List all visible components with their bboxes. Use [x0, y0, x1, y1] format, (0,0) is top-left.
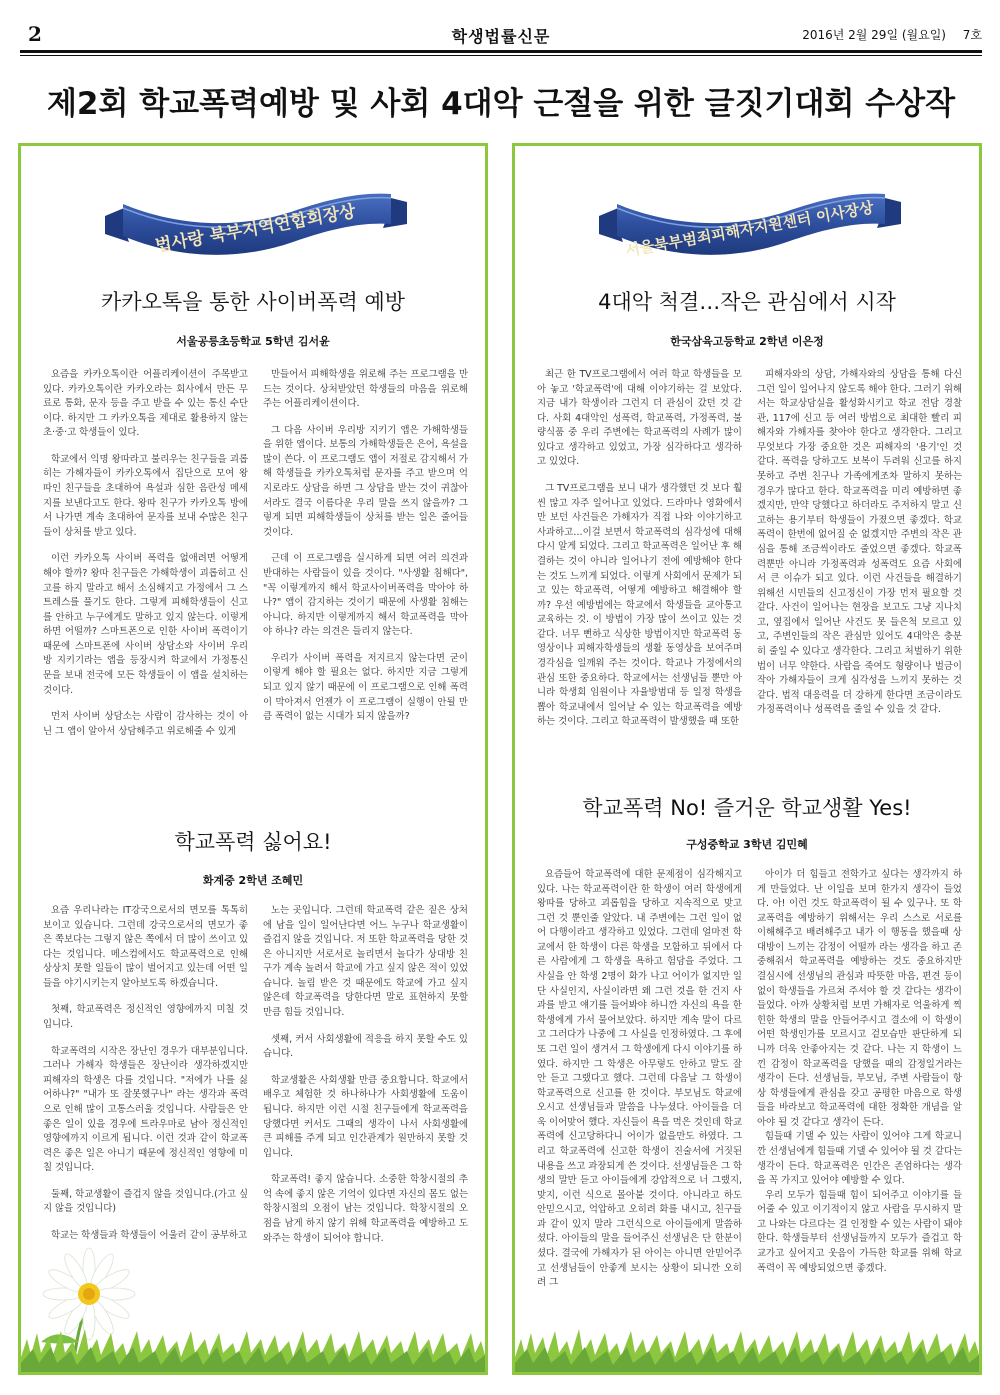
paragraph: 근데 이 프로그램을 실시하게 되면 여러 의견과 반대하는 사람들이 있을 것이다. "사생활 침해다", "꼭 이렇게까지 해서 학교사이버폭력을 막아야 하나?" 앱이 감지하는 것이기 때문에 사생활 침해는 아니다. 하지만 이렇게까지 해서 학교폭력을 막아야 하나? 라는 의견은 들리지 않는다. — [263, 553, 468, 638]
paragraph: 학교생활은 사회생활 만큼 중요합니다. 학교에서 배우고 체험한 것 하나하나가 사회생활에 도움이 됩니다. 하지만 이런 시절 친구들에게 학교폭력을 당했다면 커서도 그때의 생각이 나서 사회생활에 큰 피해를 주게 되고 인간관계가 원만하지 못할 것입니다. — [263, 1074, 468, 1159]
essay-byline: 서울공릉초등학교 5학년 김서윤 — [176, 335, 330, 348]
paragraph: 최근 한 TV프로그램에서 여러 학교 학생들을 모아 놓고 '학교폭력'에 대해 이야기하는 걸 보았다. 지금 내가 학생이라 그런지 더 관심이 갔던 것 같다. 사회 4대악인 성폭력, 학교폭력, 가정폭력, 불량식품 중 우리 주변에는 학교폭력의 사례가 많이 있다고 생각하고 있었고, 가장 심각하다고 생각하고 있었다. — [537, 369, 742, 468]
masthead — [20, 20, 982, 50]
paragraph: 요즘 우리나라는 IT강국으로서의 면모를 톡톡히 보이고 있습니다. 그런데 강국으로서의 면모가 좋은 쪽보다는 그렇지 않은 쪽에서 더 많이 쓰이고 있다는 것입니다. 메스컴에서도 학교폭력으로 인해 상상치 못할 일들이 많이 벌어지고 있는데 어떤 일들을 야기시키는지 알아보도록 하겠습니다. — [43, 905, 248, 989]
paragraph: 힘들때 기댈 수 있는 사람이 있어야 그게 학교니깐 선생님에게 힘들때 기댈 수 있어야 될 것 같다는 생각이 든다. 학교폭력은 인간은 존엄하다는 생각을 꼭 가지고 있어야 예방할 수 있다. — [757, 1131, 962, 1187]
essay-column — [43, 368, 248, 739]
paper-name: 학생법률신문 — [451, 27, 551, 46]
masthead-rule — [20, 50, 982, 53]
paragraph: 첫째, 학교폭력은 정신적인 영향에까지 미칠 것입니다. — [43, 1004, 248, 1031]
ribbon-text: 서울북부범죄피해자지원센터 이사장상 — [624, 198, 875, 260]
page-number: 2 — [28, 22, 42, 46]
essay-column — [537, 868, 742, 1291]
grass-decoration — [515, 1317, 979, 1372]
paragraph: 요즘들어 학교폭력에 대한 문제점이 심각해지고 있다. 나는 학교폭력이란 한 학생이 여러 학생에게 왕따를 당하고 괴롭힘을 당하고 지속적으로 맞고 그런 것 뿐인줄 알았다. 내 주변에는 그런 일이 없어 다행이라고 생각하고 있었다. 그런데 얼마전 학교에서 한 학생이 다른 학생을 모함하고 뒤에서 다른 사람에게 그 학생을 욕하고 험담을 주었다. 그 사실을 안 학생 2명이 화가 나고 어이가 없지만 일단 사실인지, 사실이라면 왜 그런 것을 한 건지 사과를 받고 얘기를 들어봐야 하니깐 자신의 욕을 한 학생에게 가서 물어보았다. 하지만 계속 말이 다르고 그러다가 나중에 그 사실을 인정하였다. 그 후에 또 그런 일이 생겨서 그 학생에게 다시 이야기를 하였다. 하지만 그 학생은 아무렇도 안하고 말도 잘 안 듣고 그랬다고 했다. 그런데 다음날 그 학생이 학교폭력으로 신고를 한 것이다. 부모님도 학교에 오시고 선생님들과 말씀을 나누셨다. 아이들을 더욱 이어맞어 했다. 자신들이 욕을 먹은 것인데 학교폭력에 신고당하다니 어이가 없을만도 하였다. 그리고 학교폭력에 신고한 학생이 진술서에 거짓된 내용을 쓰고 과장되게 쓴 것이다. 선생님들은 그 학생의 말만 듣고 아이들에게 강압적으로 너 그랬지, 맞지, 이런 식으로 몰아붙 것이다. 아니라고 하도 안믿으시고, 억압하고 오히려 화를 내시고, 친구들과 같이 있지 말라 그런식으로 아이들에게 말씀하셨다. 아이들의 말을 들어주신 선생님은 단 한분이셨다. 결국에 가해자가 된 아이는 아니면 안믿어주고 선생님들이 안좋게 보시는 상황이 되니깐 오히려 그 — [537, 869, 742, 1289]
issue-number: 7호 — [962, 28, 982, 42]
paragraph: 그 TV프로그램을 보니 내가 생각했던 것 보다 훨씬 많고 자주 일어나고 있었다. 드라마나 영화에서만 보던 사건들은 가해자가 직접 나와 이야기하고 사과하고…이걸 보면서 학교폭력의 심각성에 대해 다시 알게 되었다. 그리고 학교폭력은 일어난 후 해결하는 것이 아니라 일어나기 전에 예방해야 한다는 것도 느끼게 되었다. 이렇게 사회에서 문제가 되고 있는 학교폭력, 어떻게 예방하고 해결해야 할까? 우선 예방법에는 학교에서 학생들을 교아통고 교육하는 것. 이 방법이 가장 많이 쓰이고 있는 것 같다. 너무 뻔하고 식상한 방법이지만 학교폭력 동영상이나 피해자학생들의 생활 동영상을 보여주며 경각심을 일깨워 주는 것이다. 학교나 가정에서의 관심 또한 중요하다. 학교에서는 선생님들 뿐만 아니라 학생회 임원이나 자율방범대 등 일정 학생을 뽑아 학교내에서 일어날 수 있는 학교폭력을 예방하는 것이다. 그리고 학교폭력이 발생했을 때 또한 — [537, 483, 742, 728]
award-ribbon — [101, 172, 411, 268]
paragraph: 요즘을 카카오톡이란 어플리케이션이 주목받고 있다. 카카오톡이란 카카오라는 회사에서 만든 무료로 통화, 문자 등을 주고 받을 수 있는 통신 수단이다. 하지만 그 카카오톡을 제대로 활용하지 않는 초·중·고 학생들이 있다. — [43, 369, 248, 439]
essay-byline: 구성중학교 3학년 김민혜 — [686, 838, 808, 851]
essay-title: 학교폭력 싫어요! — [174, 830, 332, 854]
essay-title: 4대악 척결…작은 관심에서 시작 — [598, 290, 896, 314]
paragraph: 둘째, 학교생활이 즐겁지 않을 것입니다.(가고 싶지 않을 것입니다) — [43, 1188, 248, 1215]
essay-title: 학교폭력 No! 즐거운 학교생활 Yes! — [582, 796, 912, 820]
masthead-rule-thin — [20, 55, 982, 56]
paragraph: 그 다음 사이버 우리방 지키기 앱은 가해학생들을 위한 앱이다. 보통의 가해학생들은 은어, 욕설을 많이 쓴다. 이 프로그램도 앱이 저절로 감지해서 가해 학생들을 카카오톡처럼 문자를 주고 받으며 억지로라도 상담을 하면 그 상담을 받는 것이 귀찮아서라도 결국 이름다운 우리 말을 쓰지 않을까? 그렇게 되면 피해학생들이 상처를 받는 일은 줄어들 것이다. — [263, 424, 468, 538]
paragraph: 만들어서 피해학생을 위로해 주는 프로그램을 만드는 것이다. 상처받았던 학생들의 마음을 위로해 주는 어플리케이션이다. — [263, 369, 468, 410]
essay-column — [263, 368, 468, 725]
paragraph: 먼저 사이버 상담소는 사람이 감사하는 것이 아닌 그 앱이 알아서 상담해주고 위로해줄 수 있게 — [43, 711, 248, 737]
essay-byline: 한국삼육고등학교 2학년 이은정 — [670, 335, 824, 348]
paragraph: 우리 모두가 힘들때 힘이 되어주고 이야기를 들어줄 수 있고 이기적이지 않고 사람을 무시하지 말고 나와는 다르다는 걸 인정할 수 있는 사람이 돼야 한다. 학생들부터 선생님들까지 모두가 즐겁고 학교가고 싶어지고 웃음이 가득한 학교를 위해 학교폭력이 꼭 예방되었으면 좋겠다. — [757, 1189, 962, 1274]
paragraph: 이런 카카오톡 사이버 폭력을 없애려면 어떻게 해야 할까? 왕따 친구들은 가해학생이 괴롭히고 신고를 하지 말라고 해서 소심해지고 가정에서 그 스트레스를 풀기도 한다. 그렇게 피해학생들이 신고를 안하고 누구에게도 말하고 있지 않는다. 이렇게 하면 어떨까? 스마트폰으로 인한 사이버 폭력이기 때문에 스마트폰에 사이버 상담소와 사이버 우리방 지키기라는 앱을 등장시켜 학교에서 가정통신문을 보내 전국에 모든 학생들이 이 앱을 설치하는 것이다. — [43, 553, 248, 696]
paragraph: 학교폭력의 시작은 장난인 경우가 대부분입니다. 그러나 가해자 학생들은 장난이라 생각하겠지만 피해자의 학생은 다를 것입니다. "저에가 나를 싫어하나?" "내가 또 잘못했구나" 라는 생각과 폭력으로 인해 많이 고통스러울 것입니다. 사람들은 안 좋은 일이 있을 경우에 트라우마로 남아 정신적인 영향에까지 이르게 됩니다. 이런 것과 같이 학교폭력은 좋은 일은 아니기 때문에 정신적인 영향에 미칠 것입니다. — [43, 1045, 248, 1174]
essay-column — [43, 904, 248, 1244]
paragraph: 노는 곳입니다. 그런데 학교폭력 같은 짙은 상처에 남을 일이 일어난다면 어느 누구나 학교생활이 즐겁지 않을 것입니다. 저 또한 학교폭력을 당한 것은 아니지만 서로서로 놀리면서 놀다가 상대방 친구가 계속 놀려서 학교에 가고 싶지 않은 적이 있었습니다. 놀림 받은 것 때문에도 학교에 가고 싶지 않은데 학교폭력을 당한다면 말로 표현하지 못할 만큼 힘들 것입니다. — [263, 905, 468, 1019]
essay-title: 카카오톡을 통한 사이버폭력 예방 — [100, 290, 406, 314]
essay-column — [757, 868, 962, 1276]
award-ribbon — [595, 172, 905, 268]
essay-byline: 화계중 2학년 조혜민 — [202, 874, 304, 887]
paragraph: 피해자와의 상담, 가해자와의 상담을 통해 다신 그런 일이 일어나지 않도록 해야 한다. 그러기 위해서는 학교상담실을 활성화시키고 학교 전담 경찰관, 117에 신고 등 여러 방법으로 최대한 빨리 피해자와 가해자를 찾아야 한다고 생각한다. 그리고 무엇보다 가장 중요한 것은 피해자의 '용기'인 것 같다. 폭력을 당하고도 보복이 두려워 신고를 하지 못하고 주변 친구나 가족에게조차 말하지 못하는 경우가 많다고 한다. 학교폭력을 미리 예방하면 좋겠지만, 만약 당했다고 하더라도 주저하지 말고 신고하는 용기부터 학생들이 가졌으면 좋겠다. 학교폭력이 한번에 없어질 순 없겠지만 주변의 작은 관심을 통해 조금씩이라도 줄었으면 좋겠다. 학교폭력뿐만 아니라 가정폭력과 성폭력도 요즘 사회에서 큰 이슈가 되고 있다. 이런 사건들을 해결하기 위해선 시민들의 신고정신이 가장 먼저 필요할 것 같다. 사건이 일어나는 현장을 보고도 그냥 지나치고, 옆집에서 일어난 사건도 못 들은척 모르고 있고, 주변인들의 작은 관심만 있어도 4대악은 충분히 줄일 수 있다고 생각한다. 그리고 처벌하기 위한 법이 너무 약한다. 사람을 죽여도 형량이나 벌금이 작아 가해자들이 크게 심각성을 느끼지 못하는 것 같다. 법적 대응력을 더 강하게 한다면 조금이라도 가정폭력이나 성폭력을 줄일 수 있을 것 같다. — [757, 369, 962, 716]
left-panel — [18, 143, 488, 1375]
paragraph: 우리가 사이버 폭력을 저지르지 않는다면 굳이 이렇게 해야 할 필요는 없다. 하지만 지금 그렇게 되고 있지 않기 때문에 이 프로그램으로 인해 폭력이 막아져서 언젠가 이 프로그램이 실행이 안될 만큼 폭력이 없는 시대가 되지 않을까? — [263, 652, 468, 723]
grass-decoration — [21, 1317, 485, 1372]
essay-column — [263, 904, 468, 1246]
essay-column — [537, 368, 742, 730]
ribbon-text: 법사랑 북부지역연합회장상 — [153, 201, 358, 257]
right-panel — [512, 143, 982, 1375]
paragraph: 학교는 학생들과 학생들이 어울러 같이 공부하고 — [51, 1229, 248, 1241]
paragraph: 아이가 더 힘들고 전학가고 싶다는 생각까지 하게 만들었다. 난 이일을 보며 한가지 생각이 들었다. 아! 이런 것도 학교폭력이 될 수 있구나. 또 학교폭력을 예방하기 위해서는 우리 스스로 서로를 이해해주고 배려해주고 내가 이 행동을 했을때 상대방이 느끼는 감정이 어떨까 라는 생각을 하고 존중해줘서 학교폭력을 예방하는 것도 중요하지만 결심시에 선생님의 관심과 따뜻한 마음, 편견 등이 없이 학생들을 가르쳐 주셔야 할 것 같다는 생각이 들었다. 아까 상황처럼 보면 가해자로 억울하게 찍힌한 학생의 말을 안들어주시고 결소에 이 학생이 어떤 학생인가를 모르시고 겉모습만 판단하게 되니까 더욱 안좋아지는 것 같다. 나는 지 학생이 느낀 감정이 학교폭력을 당했을 때의 감정일거라는 생각이 든다. 선생님들, 부모님, 주변 사람들이 항상 학생들에게 관심을 갖고 공평한 마음으로 학생들을 바라보고 학교폭력에 대한 정확한 개념을 알아야 될 것 같다고 생각이 든다. — [757, 869, 962, 1128]
essay-column — [757, 368, 962, 718]
paragraph: 셋째, 커서 사회생활에 적응을 하지 못할 수도 있습니다. — [263, 1033, 468, 1060]
paragraph: 학교폭력! 좋지 않습니다. 소중한 학창시절의 추억 속에 좋지 않은 기억이 있다면 자신의 몸도 없는 학창시절의 오점이 남는 것입니다. 학창시절의 오점을 남게 하지 않기 위해 학교폭력을 예방하고 도와주는 학생이 되어야 합니다. — [263, 1174, 468, 1244]
paragraph: 학교에서 익명 왕따라고 불리우는 친구들을 괴롭히는 가해자들이 카카오톡에서 집단으로 모여 왕따인 친구들을 초대하여 욕설과 심한 음란성 메세지를 보낸다고도 한다. 왕따 친구가 카카오톡 방에서 나가면 계속 초대하여 문자를 보내 수많은 친구들이 상처를 받고 있다. — [43, 453, 248, 538]
page-headline: 제2회 학교폭력예방 및 사회 4대악 근절을 위한 글짓기대회 수상작 — [46, 86, 956, 122]
issue-date: 2016년 2월 29일 (월요일) — [802, 28, 946, 42]
